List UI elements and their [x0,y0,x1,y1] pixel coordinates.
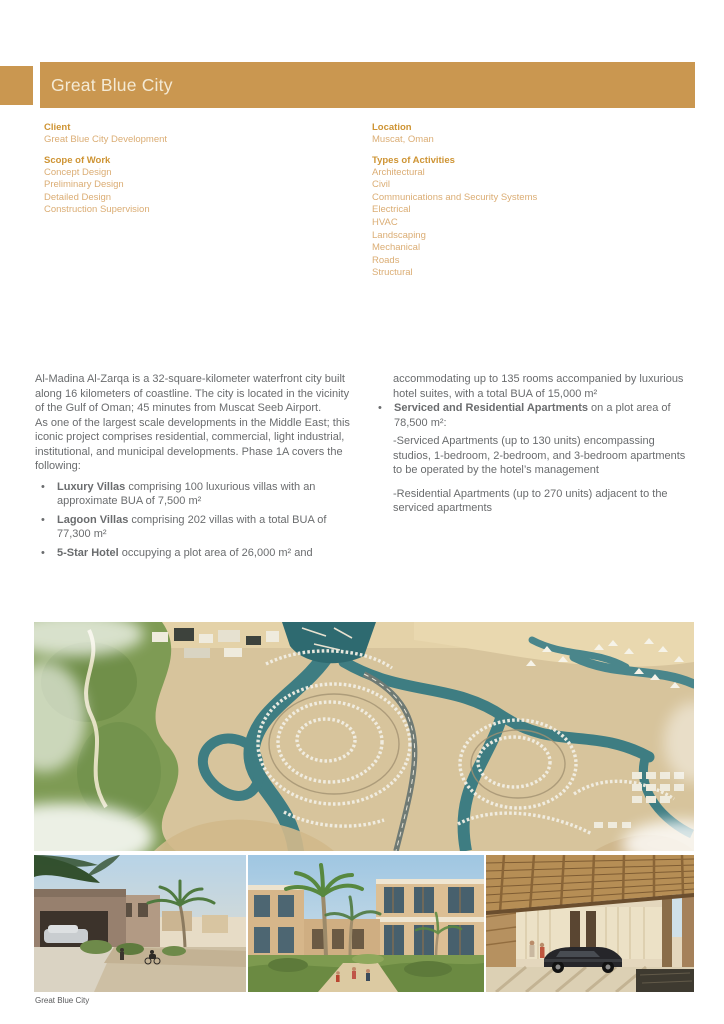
meta-group-scope [44,154,344,217]
header-accent-block [0,66,33,105]
image-caption: Great Blue City [35,996,90,1005]
meta-label-activities: Types of Activities [372,154,455,166]
villa-exterior-image [248,855,484,992]
bullet-lead: Luxury Villas [57,480,126,493]
hotel-entrance-image [486,855,694,992]
body-continuation: accommodating up to 135 rooms accompanied by luxurious hotel suites, with a total BUA of 15,000 m² [393,373,684,400]
sub-paragraph: -Residential Apartments (up to 270 units) adjacent to the serviced apartments [393,487,668,514]
bullet-lead: 5-Star Hotel [57,546,119,559]
meta-value: Mechanical [372,242,421,254]
meta-value: Preliminary Design [44,179,124,191]
meta-group-location [372,121,692,147]
bullet-text: on a plot area of 78,500 m²: [394,402,671,429]
body-column-right [372,372,694,516]
meta-value: Roads [372,254,400,266]
meta-group-client [44,121,344,147]
body-paragraph: Al-Madina Al-Zarqa is a 32-square-kilometer waterfront city built along 16 kilometers of coastline. The city is located in the vicinity of the Gulf of Oman; 45 minutes from Muscat Seeb Airport. [35,373,350,414]
bullet-text: comprising 100 luxurious villas with an approximate BUA of 7,500 m² [57,480,316,507]
bullet-lead: Serviced and Residential Apartments [394,402,588,414]
meta-group-activities [372,154,692,280]
meta-value: Concept Design [44,166,112,178]
meta-value: HVAC [372,216,398,228]
bullet-list-left [35,480,357,561]
meta-value: Detailed Design [44,191,112,203]
villa-street-graphic [34,855,246,992]
villa-exterior-graphic [248,855,484,992]
list-item [372,401,694,430]
meta-value: Landscaping [372,229,426,241]
page-title: Great Blue City [51,74,173,95]
meta-value: Electrical [372,204,411,216]
masterplan-aerial-graphic [34,622,694,851]
meta-value: Architectural [372,166,425,178]
list-item [35,480,357,509]
meta-value: Muscat, Oman [372,134,434,145]
meta-label-scope: Scope of Work [44,154,111,166]
meta-value: Civil [372,179,390,191]
bullet-list-right [372,401,694,430]
bullet-text: comprising 202 villas with a total BUA of 77,300 m² [57,513,327,540]
bullet-text: occupying a plot area of 26,000 m² and [118,546,313,559]
meta-value: Structural [372,267,413,279]
body-column-left [35,372,357,564]
meta-value: Communications and Security Systems [372,191,538,203]
meta-label-location: Location [372,122,412,133]
meta-column-right [372,121,692,287]
list-item [35,546,357,561]
title-bar [40,62,695,108]
list-item [35,513,357,542]
masterplan-aerial-image [34,622,694,851]
bullet-lead: Lagoon Villas [57,513,129,526]
meta-column-left [44,121,344,224]
meta-label-client: Client [44,122,71,133]
villa-street-image [34,855,246,992]
body-paragraph: As one of the largest scale developments in the Middle East; this iconic project comprises residential, commercial, light industrial, institutional, and municipal developments. Phase 1A covers the following: [35,416,350,472]
sub-paragraph: -Serviced Apartments (up to 130 units) encompassing studios, 1-bedroom, 2-bedroom, and 3-bedroom apartments to be operated by the hotel’s management [393,435,686,476]
meta-value: Construction Supervision [44,204,150,216]
hotel-entrance-graphic [486,855,694,992]
meta-value: Great Blue City Development [44,134,168,145]
